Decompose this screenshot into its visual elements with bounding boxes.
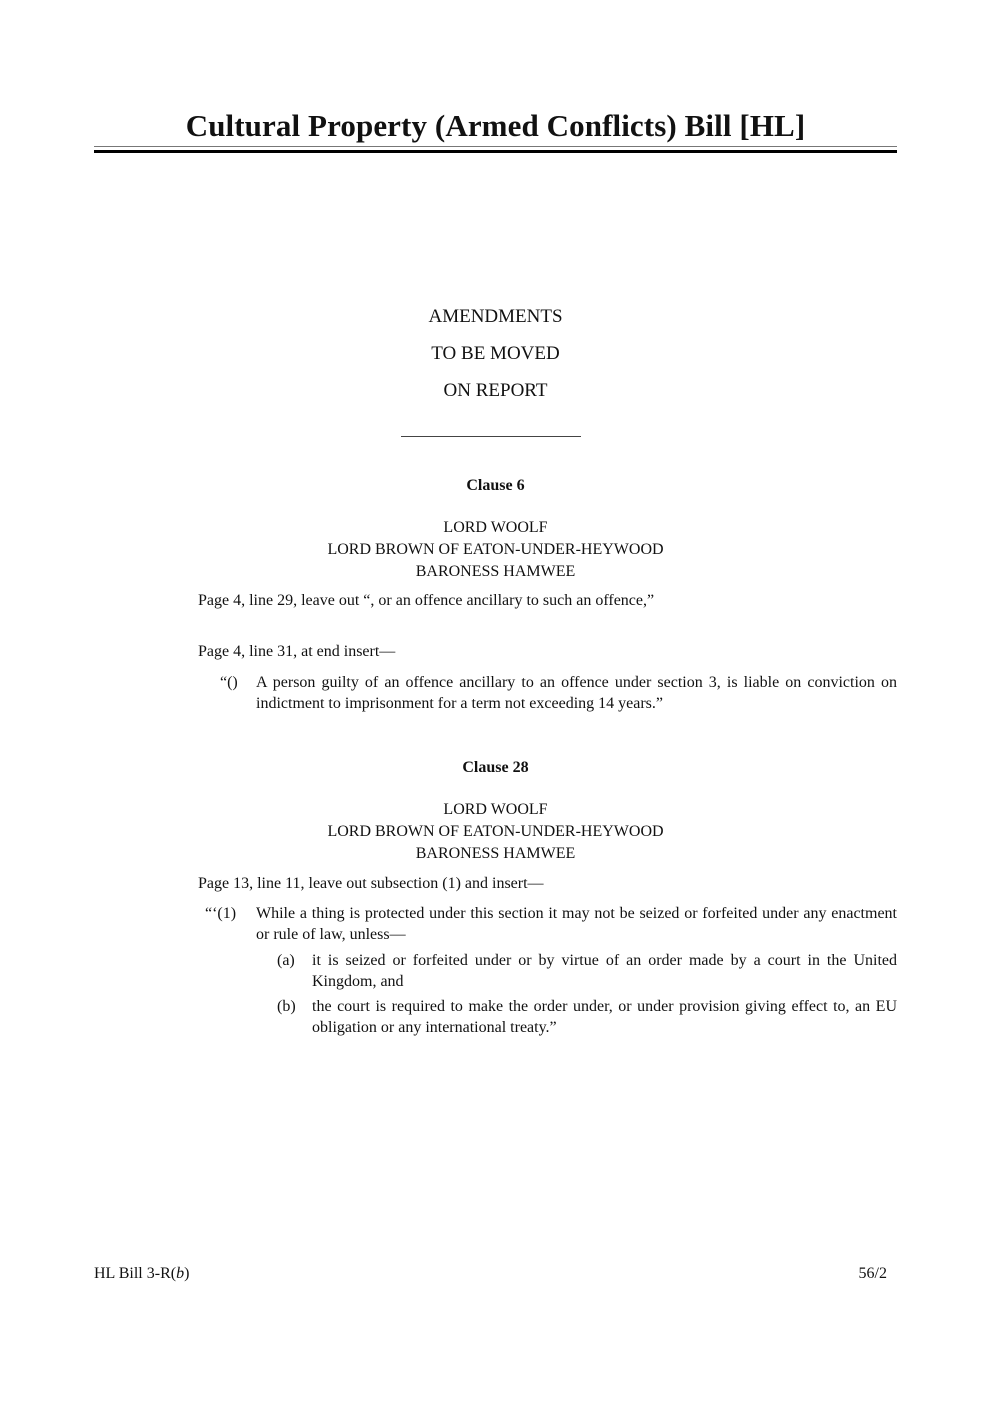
sponsor-name: BARONESS HAMWEE: [415, 563, 576, 580]
page-reference: 56/2: [858, 1265, 887, 1282]
insert-label: “(): [220, 674, 238, 691]
amendment-instruction: Page 4, line 31, at end insert—: [198, 643, 396, 660]
insert-text: While a thing is protected under this section it may not be seized or forfeited under any enactment or rule of law, unless—: [256, 905, 897, 943]
heading-line-3: ON REPORT: [443, 380, 548, 401]
clause-heading: Clause 28: [462, 759, 529, 776]
section-divider: [401, 436, 581, 437]
heading-line-1: AMENDMENTS: [428, 306, 563, 327]
clause-heading: Clause 6: [466, 477, 525, 494]
item-text: it is seized or forfeited under or by virtue of an order made by a court in the United Kingdom, and: [312, 952, 897, 990]
sponsor-name: BARONESS HAMWEE: [415, 845, 576, 862]
bill-reference: HL Bill 3-R(b): [94, 1265, 190, 1282]
title-rule-thick: [94, 150, 897, 153]
amendment-instruction: Page 13, line 11, leave out subsection (1) and insert—: [198, 875, 544, 892]
sponsor-name: LORD WOOLF: [443, 801, 548, 818]
title-rule-thin: [94, 146, 897, 147]
item-label: (b): [277, 998, 296, 1015]
heading-line-2: TO BE MOVED: [431, 343, 560, 364]
sponsor-name: LORD BROWN OF EATON-UNDER-HEYWOOD: [327, 541, 664, 558]
insert-label: “‘(1): [205, 905, 237, 922]
item-label: (a): [277, 952, 295, 969]
sponsor-name: LORD BROWN OF EATON-UNDER-HEYWOOD: [327, 823, 664, 840]
insert-text: A person guilty of an offence ancillary to an offence under section 3, is liable on conviction on indictment to imprisonment for a term not exceeding 14 years.”: [256, 674, 897, 712]
sponsor-name: LORD WOOLF: [443, 519, 548, 536]
document-title: Cultural Property (Armed Conflicts) Bill [HL]: [185, 108, 806, 143]
amendment-instruction: Page 4, line 29, leave out “, or an offence ancillary to such an offence,”: [198, 592, 655, 609]
item-text: the court is required to make the order under, or under provision giving effect to, an EU obligation or any international treaty.”: [312, 998, 897, 1036]
